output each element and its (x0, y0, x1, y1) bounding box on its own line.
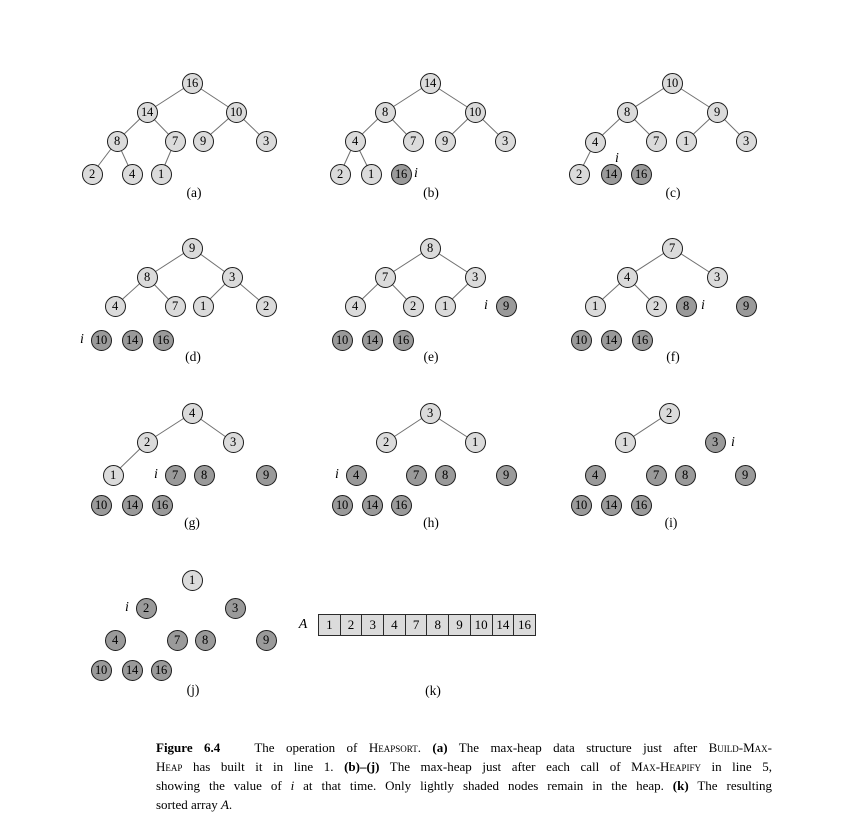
heap-node-16: 16 (152, 495, 173, 516)
heap-node-7: 7 (662, 238, 683, 259)
heap-node-3: 3 (225, 598, 246, 619)
heap-node-9: 9 (182, 238, 203, 259)
heap-node-14: 14 (601, 495, 622, 516)
heap-node-4: 4 (122, 164, 143, 185)
heap-node-1: 1 (465, 432, 486, 453)
heap-node-9: 9 (736, 296, 757, 317)
heap-node-14: 14 (362, 330, 383, 351)
sorted-array (318, 614, 536, 636)
caption-segment: A (220, 797, 229, 812)
panel-label-c: (c) (665, 185, 681, 200)
heap-node-1: 1 (193, 296, 214, 317)
array-cell-16: 16 (513, 614, 536, 636)
caption-segment: in line 5, (700, 759, 772, 774)
heap-node-9: 9 (496, 296, 517, 317)
heap-node-2: 2 (659, 403, 680, 424)
heap-node-1: 1 (361, 164, 382, 185)
array-cell-1: 1 (318, 614, 341, 636)
caption-segment: (a) (432, 740, 448, 755)
heap-node-3: 3 (223, 432, 244, 453)
heap-node-1: 1 (435, 296, 456, 317)
heap-node-2: 2 (569, 164, 590, 185)
heap-node-3: 3 (256, 131, 277, 152)
index-i-label: i (414, 166, 418, 181)
heap-node-9: 9 (735, 465, 756, 486)
heap-node-10: 10 (662, 73, 683, 94)
heap-node-1: 1 (103, 465, 124, 486)
panel-label-j: (j) (186, 682, 200, 697)
caption-segment: Heap (156, 759, 183, 774)
figure-caption (156, 738, 772, 814)
heap-node-3: 3 (736, 131, 757, 152)
array-name-label: A (298, 617, 308, 632)
caption-segment: showing the value of (156, 778, 291, 793)
heap-node-7: 7 (165, 296, 186, 317)
caption-segment: The max-heap data structure just after (447, 740, 709, 755)
heap-node-4: 4 (182, 403, 203, 424)
heap-node-8: 8 (435, 465, 456, 486)
heap-node-1: 1 (585, 296, 606, 317)
heap-node-2: 2 (376, 432, 397, 453)
heap-node-10: 10 (571, 495, 592, 516)
heap-node-3: 3 (465, 267, 486, 288)
heap-node-10: 10 (226, 102, 247, 123)
heap-node-2: 2 (137, 432, 158, 453)
heap-node-16: 16 (393, 330, 414, 351)
heap-node-1: 1 (151, 164, 172, 185)
heap-node-3: 3 (705, 432, 726, 453)
heap-node-7: 7 (165, 131, 186, 152)
heap-node-16: 16 (632, 330, 653, 351)
heap-node-9: 9 (435, 131, 456, 152)
panel-label-a: (a) (186, 185, 202, 200)
heap-node-3: 3 (495, 131, 516, 152)
heap-node-8: 8 (675, 465, 696, 486)
panel-label-f: (f) (666, 349, 680, 364)
caption-segment: The resulting (688, 778, 772, 793)
array-cell-9: 9 (448, 614, 471, 636)
heap-node-4: 4 (345, 131, 366, 152)
heap-node-9: 9 (256, 465, 277, 486)
heap-node-8: 8 (107, 131, 128, 152)
heap-node-1: 1 (182, 570, 203, 591)
heap-node-16: 16 (391, 164, 412, 185)
caption-segment: . (417, 740, 433, 755)
panel-label-i: (i) (664, 515, 678, 530)
index-i-label: i (154, 467, 158, 482)
heap-node-10: 10 (571, 330, 592, 351)
heap-node-4: 4 (346, 465, 367, 486)
heap-node-9: 9 (256, 630, 277, 651)
caption-segment: The max-heap just after each call of (379, 759, 632, 774)
array-cell-7: 7 (405, 614, 428, 636)
caption-segment: i (290, 778, 295, 793)
heap-node-10: 10 (91, 660, 112, 681)
heap-node-10: 10 (332, 330, 353, 351)
array-cell-3: 3 (361, 614, 384, 636)
heap-node-4: 4 (105, 630, 126, 651)
caption-segment: sorted array (156, 797, 221, 812)
caption-segment: Max-Heapify (631, 759, 701, 774)
heap-node-3: 3 (707, 267, 728, 288)
heap-node-4: 4 (585, 465, 606, 486)
caption-line-4 (156, 795, 772, 814)
heap-node-9: 9 (496, 465, 517, 486)
heap-node-1: 1 (615, 432, 636, 453)
heap-node-16: 16 (153, 330, 174, 351)
heap-node-7: 7 (646, 131, 667, 152)
array-cell-10: 10 (470, 614, 493, 636)
heap-node-3: 3 (420, 403, 441, 424)
caption-segment: The operation of (220, 740, 369, 755)
index-i-label: i (335, 467, 339, 482)
caption-line-2 (156, 757, 772, 776)
index-i-label: i (125, 600, 129, 615)
panel-label-h: (h) (423, 515, 439, 530)
heap-node-10: 10 (465, 102, 486, 123)
caption-segment: Heapsort (368, 740, 418, 755)
heap-node-14: 14 (122, 330, 143, 351)
array-cell-8: 8 (426, 614, 449, 636)
heap-node-7: 7 (165, 465, 186, 486)
heap-node-2: 2 (646, 296, 667, 317)
index-i-label: i (731, 435, 735, 450)
caption-line-1 (156, 738, 772, 757)
heap-node-4: 4 (105, 296, 126, 317)
heap-node-8: 8 (617, 102, 638, 123)
heap-node-7: 7 (403, 131, 424, 152)
index-i-label: i (80, 332, 84, 347)
heap-node-2: 2 (403, 296, 424, 317)
heap-node-2: 2 (256, 296, 277, 317)
heap-node-2: 2 (330, 164, 351, 185)
heap-node-9: 9 (707, 102, 728, 123)
index-i-label: i (701, 298, 705, 313)
heap-node-10: 10 (91, 330, 112, 351)
caption-segment: has built it in line 1. (182, 759, 345, 774)
heap-node-7: 7 (167, 630, 188, 651)
heap-node-2: 2 (136, 598, 157, 619)
heap-node-4: 4 (617, 267, 638, 288)
heap-node-4: 4 (345, 296, 366, 317)
heap-node-2: 2 (82, 164, 103, 185)
heap-node-16: 16 (631, 164, 652, 185)
heap-node-4: 4 (585, 132, 606, 153)
panel-label-g: (g) (184, 515, 200, 530)
heap-node-16: 16 (391, 495, 412, 516)
caption-segment: Figure 6.4 (156, 740, 221, 755)
heap-node-1: 1 (676, 131, 697, 152)
panel-label-k: (k) (425, 683, 441, 698)
panel-label-b: (b) (423, 185, 439, 200)
heap-node-16: 16 (631, 495, 652, 516)
heap-node-14: 14 (122, 660, 143, 681)
caption-segment: at that time. Only lightly shaded nodes remain in the heap. (294, 778, 673, 793)
caption-line-3 (156, 776, 772, 795)
heap-node-3: 3 (222, 267, 243, 288)
heap-node-8: 8 (194, 465, 215, 486)
caption-segment: (k) (672, 778, 689, 793)
heap-node-16: 16 (182, 73, 203, 94)
array-cell-2: 2 (340, 614, 363, 636)
index-i-label: i (615, 151, 619, 166)
heap-node-14: 14 (137, 102, 158, 123)
heap-node-8: 8 (195, 630, 216, 651)
panel-label-e: (e) (423, 349, 439, 364)
index-i-label: i (484, 298, 488, 313)
heap-node-8: 8 (137, 267, 158, 288)
heap-node-14: 14 (122, 495, 143, 516)
caption-segment: . (228, 797, 233, 812)
caption-segment: (b)–(j) (344, 759, 380, 774)
array-cell-4: 4 (383, 614, 406, 636)
heap-node-7: 7 (375, 267, 396, 288)
heap-node-10: 10 (332, 495, 353, 516)
heap-node-10: 10 (91, 495, 112, 516)
panel-label-d: (d) (185, 349, 201, 364)
array-cell-14: 14 (492, 614, 515, 636)
heap-node-16: 16 (151, 660, 172, 681)
heap-node-14: 14 (601, 330, 622, 351)
heap-node-14: 14 (362, 495, 383, 516)
heap-node-8: 8 (420, 238, 441, 259)
heap-node-9: 9 (193, 131, 214, 152)
heap-node-7: 7 (646, 465, 667, 486)
heap-node-8: 8 (676, 296, 697, 317)
heap-node-8: 8 (375, 102, 396, 123)
heap-node-14: 14 (601, 164, 622, 185)
caption-segment: Build-Max- (708, 740, 773, 755)
heap-node-7: 7 (406, 465, 427, 486)
heap-node-14: 14 (420, 73, 441, 94)
